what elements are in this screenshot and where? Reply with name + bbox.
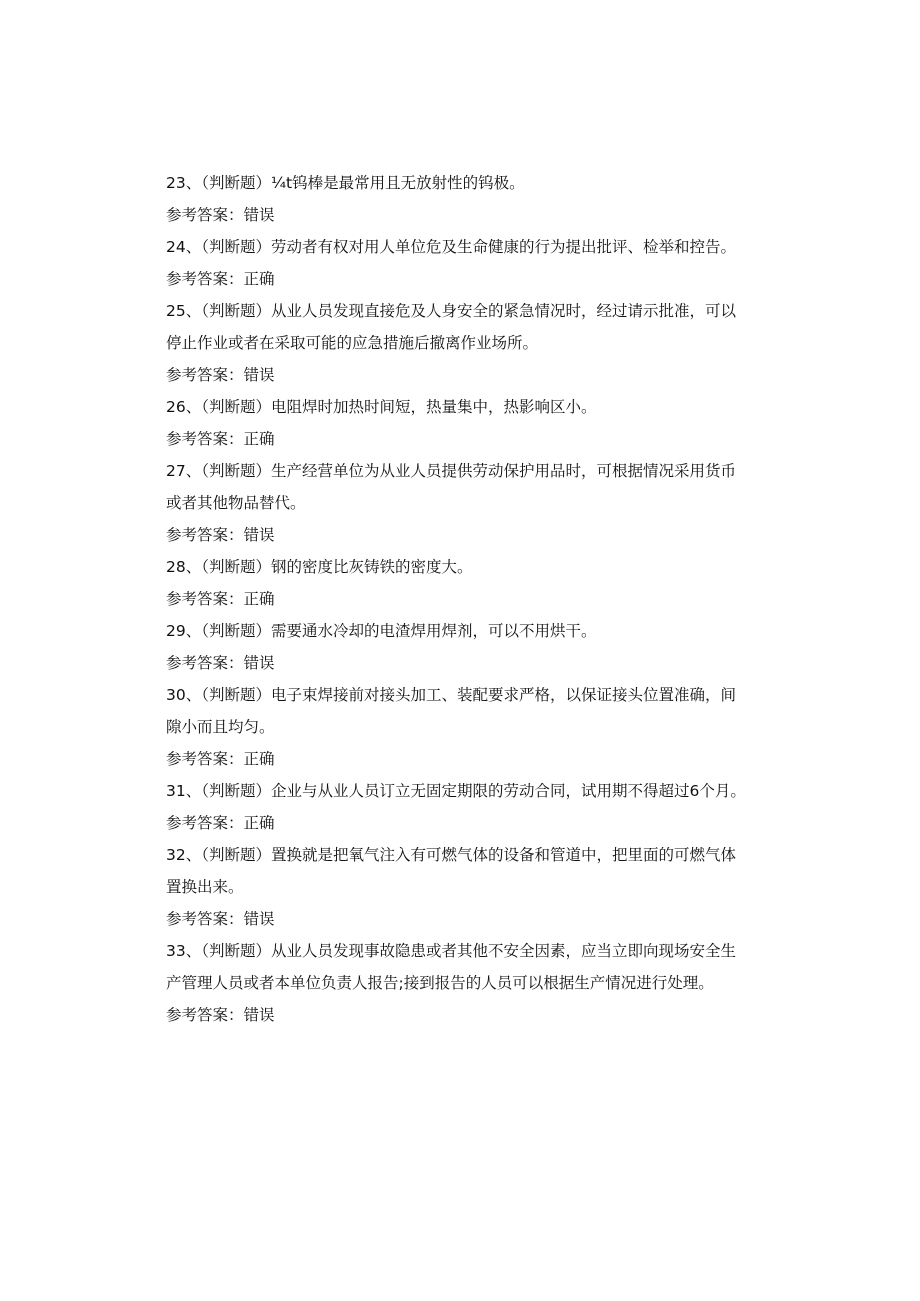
answer-31 <box>166 807 750 839</box>
question-type: （判断题） <box>201 782 271 800</box>
question-text: 生产经营单位为从业人员提供劳动保护用品时，可根据情况采用货币或者其他物品替代。 <box>166 462 737 512</box>
question-type: （判断题） <box>201 942 271 960</box>
answer-24 <box>166 263 750 295</box>
question-27 <box>166 455 750 519</box>
question-31 <box>166 775 750 807</box>
question-type: （判断题） <box>201 846 271 864</box>
question-number: 33、 <box>166 942 202 960</box>
answer-25 <box>166 359 750 391</box>
question-text: 钢的密度比灰铸铁的密度大。 <box>271 558 473 576</box>
question-type: （判断题） <box>201 462 271 480</box>
question-text: 电子束焊接前对接头加工、装配要求严格，以保证接头位置准确，间隙小而且均匀。 <box>166 686 737 736</box>
answer-value: 正确 <box>243 430 275 448</box>
answer-label: 参考答案： <box>166 270 244 288</box>
question-type: （判断题） <box>201 686 271 704</box>
question-text: 需要通水冷却的电渣焊用焊剂，可以不用烘干。 <box>271 622 597 640</box>
answer-27 <box>166 519 750 551</box>
answer-label: 参考答案： <box>166 590 244 608</box>
answer-label: 参考答案： <box>166 910 244 928</box>
question-number: 24、 <box>166 238 202 256</box>
question-type: （判断题） <box>201 398 271 416</box>
answer-26 <box>166 423 750 455</box>
question-type: （判断题） <box>201 622 271 640</box>
question-text: 置换就是把氧气注入有可燃气体的设备和管道中，把里面的可燃气体置换出来。 <box>166 846 737 896</box>
answer-label: 参考答案： <box>166 750 244 768</box>
question-23 <box>166 167 750 199</box>
question-text: 劳动者有权对用人单位危及生命健康的行为提出批评、检举和控告。 <box>271 238 737 256</box>
question-number: 30、 <box>166 686 202 704</box>
question-28 <box>166 551 750 583</box>
question-type: （判断题） <box>201 302 271 320</box>
answer-value: 错误 <box>243 910 275 928</box>
question-text: 企业与从业人员订立无固定期限的劳动合同，试用期不得超过6个月。 <box>271 782 746 800</box>
answer-label: 参考答案： <box>166 526 244 544</box>
question-text: 电阻焊时加热时间短，热量集中，热影响区小。 <box>271 398 597 416</box>
answer-label: 参考答案： <box>166 206 244 224</box>
answer-value: 错误 <box>243 654 275 672</box>
answer-label: 参考答案： <box>166 430 244 448</box>
question-25 <box>166 295 750 359</box>
question-type: （判断题） <box>201 174 271 192</box>
answer-value: 正确 <box>243 750 275 768</box>
answer-value: 错误 <box>243 1006 275 1024</box>
answer-value: 正确 <box>243 590 275 608</box>
question-number: 23、 <box>166 174 202 192</box>
answer-29 <box>166 647 750 679</box>
answer-value: 错误 <box>243 526 275 544</box>
question-32 <box>166 839 750 903</box>
answer-33 <box>166 999 750 1031</box>
question-number: 25、 <box>166 302 202 320</box>
question-33 <box>166 935 750 999</box>
answer-28 <box>166 583 750 615</box>
question-30 <box>166 679 750 743</box>
question-26 <box>166 391 750 423</box>
answer-label: 参考答案： <box>166 654 244 672</box>
answer-value: 错误 <box>243 366 275 384</box>
question-29 <box>166 615 750 647</box>
question-text: ¼t钨棒是最常用且无放射性的钨极。 <box>271 174 525 192</box>
answer-23 <box>166 199 750 231</box>
question-list <box>166 167 750 1031</box>
question-number: 26、 <box>166 398 202 416</box>
answer-label: 参考答案： <box>166 814 244 832</box>
question-number: 32、 <box>166 846 202 864</box>
question-text: 从业人员发现事故隐患或者其他不安全因素，应当立即向现场安全生产管理人员或者本单位负责人报告;接到报告的人员可以根据生产情况进行处理。 <box>166 942 737 992</box>
question-24 <box>166 231 750 263</box>
question-number: 31、 <box>166 782 202 800</box>
answer-label: 参考答案： <box>166 366 244 384</box>
question-type: （判断题） <box>201 238 271 256</box>
question-text: 从业人员发现直接危及人身安全的紧急情况时，经过请示批准，可以停止作业或者在采取可能的应急措施后撤离作业场所。 <box>166 302 737 352</box>
answer-label: 参考答案： <box>166 1006 244 1024</box>
question-number: 27、 <box>166 462 202 480</box>
question-number: 29、 <box>166 622 202 640</box>
answer-30 <box>166 743 750 775</box>
answer-32 <box>166 903 750 935</box>
answer-value: 正确 <box>243 270 275 288</box>
question-type: （判断题） <box>201 558 271 576</box>
answer-value: 正确 <box>243 814 275 832</box>
question-number: 28、 <box>166 558 202 576</box>
answer-value: 错误 <box>243 206 275 224</box>
